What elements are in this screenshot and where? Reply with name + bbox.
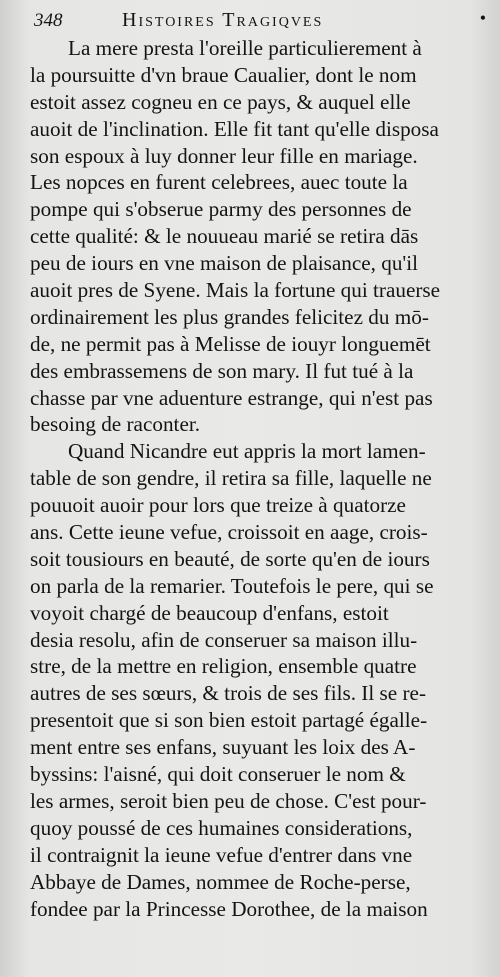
text-line: besoing de raconter.: [30, 412, 201, 437]
text-line: cette qualité: & le nouueau marié se retira dās: [30, 224, 419, 249]
text-line: ans. Cette ieune vefue, croissoit en aage, crois-: [30, 520, 428, 545]
text-line: il contraignit la ieune vefue d'entrer dans vne: [30, 842, 413, 867]
page-number: 348: [34, 10, 63, 31]
text-line: soit tousiours en beauté, de sorte qu'en de iours: [30, 546, 430, 571]
page-header: [34, 6, 486, 34]
text-line: Quand Nicandre eut appris la mort lamen-: [68, 439, 426, 464]
text-line: desia resolu, afin de conseruer sa maison illu-: [30, 627, 418, 652]
text-line: estoit assez cogneu en ce pays, & auquel elle: [30, 89, 411, 114]
text-line: La mere presta l'oreille particulierement à: [68, 36, 422, 60]
ornament-mark: •: [479, 8, 486, 28]
text-line: byssins: l'aisné, qui doit conseruer le nom &: [30, 762, 406, 787]
text-line: de, ne permit pas à Melisse de iouyr longuemēt: [30, 331, 431, 356]
text-line: ordinairement les plus grandes felicitez du mō-: [30, 304, 429, 329]
text-line: stre, de la mettre en religion, ensemble quatre: [30, 654, 417, 679]
text-line: auoit pres de Syene. Mais la fortune qui trauerse: [30, 278, 441, 303]
text-line: la poursuitte d'vn braue Caualier, dont le nom: [30, 62, 417, 87]
text-line: voyoit chargé de beaucoup d'enfans, estoit: [30, 600, 389, 625]
text-line: auoit de l'inclination. Elle fit tant qu'elle disposa: [30, 116, 439, 141]
text-line: fondee par la Princesse Dorothee, de la maison: [30, 896, 428, 921]
text-line: pouuoit auoir pour lors que treize à quatorze: [30, 493, 406, 518]
text-line: chasse par vne aduenture estrange, qui n'est pas: [30, 385, 433, 410]
text-line: table de son gendre, il retira sa fille, laquelle ne: [30, 466, 432, 491]
text-line: ment entre ses enfans, suyuant les loix des A-: [30, 735, 416, 760]
text-line: des embrassemens de son mary. Il fut tué à la: [30, 358, 414, 383]
text-line: pompe qui s'obserue parmy des personnes de: [30, 197, 412, 222]
text-line: peu de iours en vne maison de plaisance, qu'il: [30, 251, 419, 276]
running-title: Histoires Tragiqves: [122, 9, 324, 31]
text-line: son espoux à luy donner leur fille en mariage.: [30, 143, 418, 168]
text-line: Les nopces en furent celebrees, auec toute la: [30, 170, 408, 195]
text-line: quoy poussé de ces humaines considerations,: [30, 815, 413, 840]
text-line: autres de ses sœurs, & trois de ses fils. Il se re-: [30, 681, 427, 706]
text-line: Abbaye de Dames, nommee de Roche-perse,: [30, 869, 411, 894]
body-text: [30, 35, 490, 922]
text-line: on parla de la remarier. Toutefois le pere, qui se: [30, 573, 434, 598]
text-line: presentoit que si son bien estoit partagé égalle-: [30, 708, 428, 733]
text-line: les armes, seroit bien peu de chose. C'est pour-: [30, 788, 427, 813]
